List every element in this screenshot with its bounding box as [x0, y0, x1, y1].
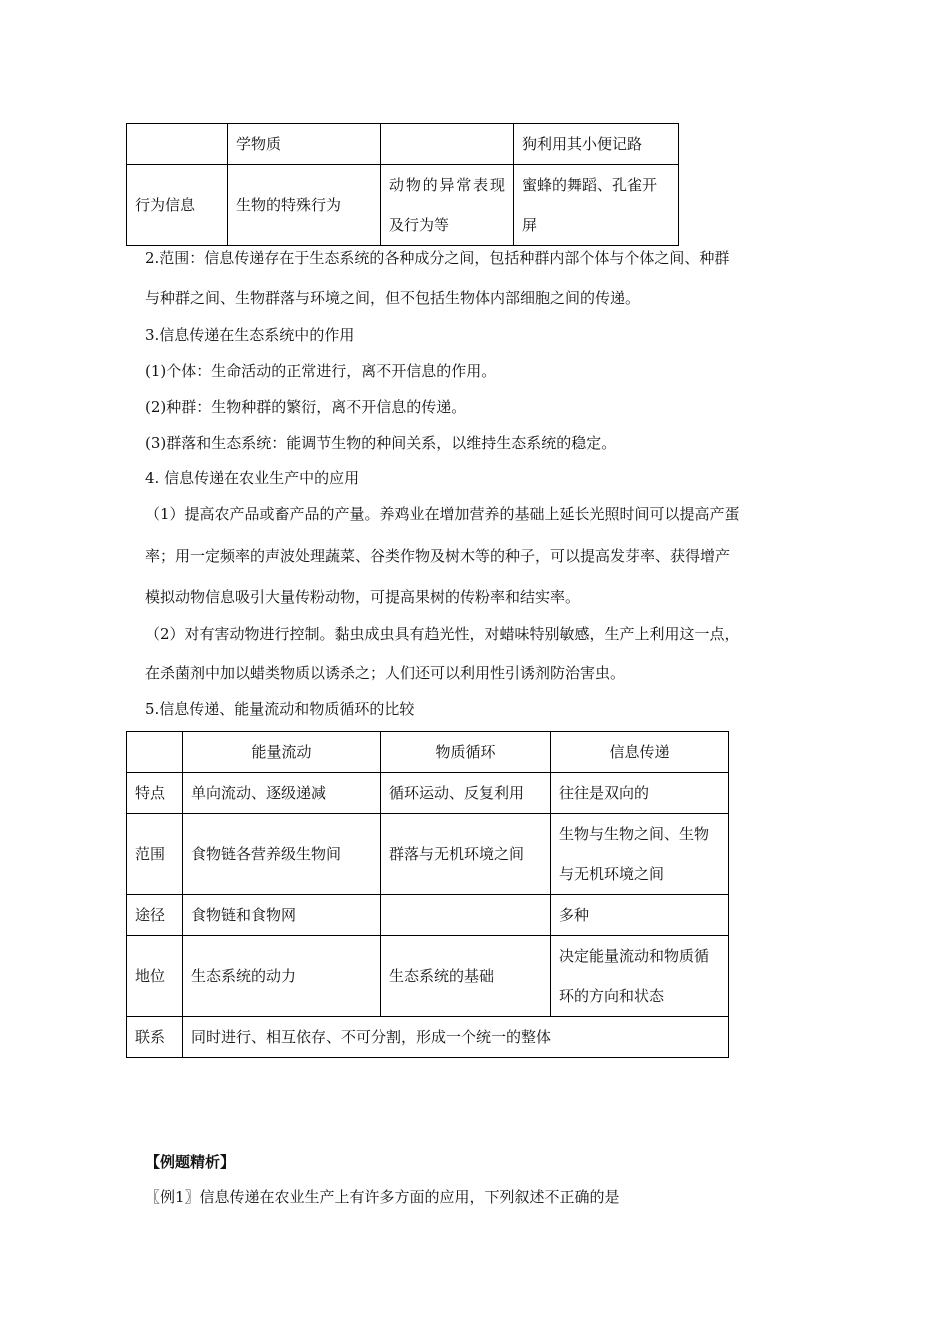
section-heading: 3.信息传递在生态系统中的作用: [145, 326, 355, 344]
table-cell: 学物质: [228, 124, 381, 165]
table-cell: 生态系统的基础: [381, 936, 551, 1017]
paragraph: (2)种群：生物种群的繁衍，离不开信息的传递。: [145, 398, 467, 416]
paragraph: (3)群落和生态系统：能调节生物的种间关系，以维持生态系统的稳定。: [145, 434, 617, 452]
paragraph: 在杀菌剂中加以蜡类物质以诱杀之；人们还可以利用性引诱剂防治害虫。: [145, 664, 626, 682]
table-header-cell: 物质循环: [381, 732, 551, 773]
table-cell: [381, 895, 551, 936]
paragraph: (1)个体：生命活动的正常进行，离不开信息的作用。: [145, 362, 497, 380]
section-heading: 5.信息传递、能量流动和物质循环的比较: [145, 700, 415, 718]
info-type-table-continued: [126, 123, 679, 246]
table-cell: 狗利用其小便记路: [514, 124, 679, 165]
table-cell: 往往是双向的: [551, 773, 729, 814]
table-header-row: [127, 732, 729, 773]
table-row: [127, 936, 729, 1017]
table-cell: 生态系统的动力: [183, 936, 381, 1017]
table-row: [127, 1017, 729, 1058]
table-cell: 地位: [127, 936, 183, 1017]
table-cell: [127, 124, 228, 165]
table-header-cell: 能量流动: [183, 732, 381, 773]
table-row: [127, 124, 679, 165]
paragraph: 模拟动物信息吸引大量传粉动物，可提高果树的传粉率和结实率。: [145, 588, 581, 606]
table-cell: 蜜蜂的舞蹈、孔雀开屏: [514, 165, 679, 246]
table-cell: 多种: [551, 895, 729, 936]
paragraph: （1）提高农产品或畜产品的产量。养鸡业在增加营养的基础上延长光照时间可以提高产蛋: [145, 505, 740, 523]
table-cell: [381, 124, 514, 165]
table-cell: 生物的特殊行为: [228, 165, 381, 246]
paragraph: （2）对有害动物进行控制。黏虫成虫具有趋光性，对蜡味特别敏感，生产上利用这一点，: [145, 625, 740, 643]
table-cell: 决定能量流动和物质循环的方向和状态: [551, 936, 729, 1017]
table-cell: 同时进行、相互依存、不可分割，形成一个统一的整体: [183, 1017, 729, 1058]
table-header-cell: [127, 732, 183, 773]
table-cell: 行为信息: [127, 165, 228, 246]
table-cell: 单向流动、逐级递减: [183, 773, 381, 814]
table-cell: 动物的异常表现及行为等: [381, 165, 514, 246]
table-cell: 食物链和食物网: [183, 895, 381, 936]
table-cell: 范围: [127, 814, 183, 895]
table-header-cell: 信息传递: [551, 732, 729, 773]
paragraph: 与种群之间、生物群落与环境之间，但不包括生物体内部细胞之间的传递。: [145, 289, 641, 307]
table-row: [127, 895, 729, 936]
table-cell: 联系: [127, 1017, 183, 1058]
example-question: 〖例1〗信息传递在农业生产上有许多方面的应用，下列叙述不正确的是: [145, 1188, 620, 1206]
table-cell: 生物与生物之间、生物与无机环境之间: [551, 814, 729, 895]
paragraph: 2.范围：信息传递存在于生态系统的各种成分之间，包括种群内部个体与个体之间、种群: [145, 249, 730, 267]
table-row: [127, 165, 679, 246]
table-cell: 群落与无机环境之间: [381, 814, 551, 895]
table-row: [127, 814, 729, 895]
table-cell: 食物链各营养级生物间: [183, 814, 381, 895]
paragraph: 率；用一定频率的声波处理蔬菜、谷类作物及树木等的种子，可以提高发芽率、获得增产: [145, 547, 731, 565]
table-cell: 途径: [127, 895, 183, 936]
section-heading: 4. 信息传递在农业生产中的应用: [145, 469, 360, 487]
table-cell: 循环运动、反复利用: [381, 773, 551, 814]
comparison-table: [126, 731, 729, 1058]
table-cell: 特点: [127, 773, 183, 814]
example-heading: 【例题精析】: [145, 1153, 236, 1171]
table-row: [127, 773, 729, 814]
